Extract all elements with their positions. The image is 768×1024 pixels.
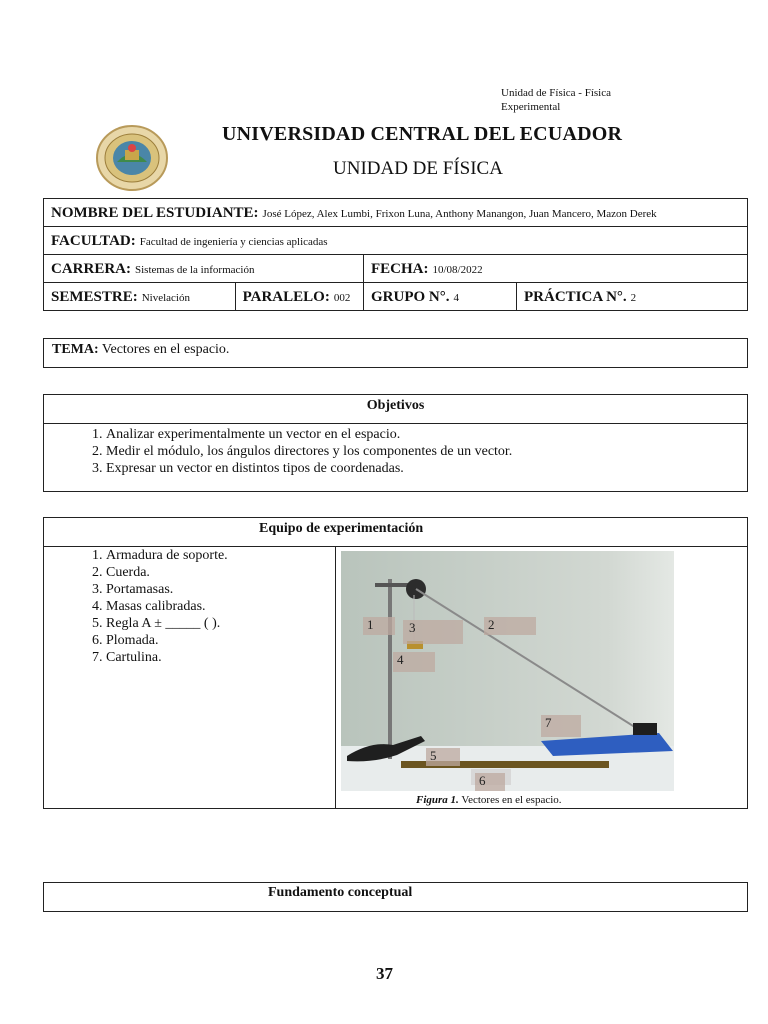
list-item: 3. Portamasas. xyxy=(106,581,335,598)
list-item: 4. Masas calibradas. xyxy=(106,598,335,615)
student-label: NOMBRE DEL ESTUDIANTE xyxy=(51,204,254,221)
equipo-title: Equipo de experimentación xyxy=(259,521,424,536)
photo-label-5: 5 xyxy=(426,748,460,766)
fundamento-box xyxy=(43,882,748,912)
photo-label-6: 6 xyxy=(475,773,505,791)
list-item: 1. Armadura de soporte. xyxy=(106,547,335,564)
list-item: 7. Cartulina. xyxy=(106,649,335,666)
list-item: 5. Regla A ± _____ ( ). xyxy=(106,615,335,632)
parallel-value: 002 xyxy=(333,291,351,304)
photo-label-4: 4 xyxy=(393,652,435,672)
university-seal-logo xyxy=(95,124,169,192)
objetivos-box xyxy=(43,394,748,492)
tema-label: TEMA: xyxy=(52,342,99,357)
semester-cell: SEMESTRE: Nivelación xyxy=(44,283,236,311)
caption-label: Figura 1. xyxy=(416,794,459,806)
caption-text: Vectores en el espacio. xyxy=(461,794,562,806)
practice-value: 2 xyxy=(630,291,637,304)
figure-caption xyxy=(416,794,562,806)
date-label: FECHA xyxy=(371,260,424,277)
photo-label-7: 7 xyxy=(541,715,581,737)
group-value: 4 xyxy=(453,291,459,304)
parallel-cell: PARALELO: 002 xyxy=(235,283,363,311)
list-item: 2. Medir el módulo, los ángulos directores y los componentes de un vector. xyxy=(106,443,747,460)
list-item: 6. Plomada. xyxy=(106,632,335,649)
objetivos-list xyxy=(106,426,747,477)
university-title: UNIVERSIDAD CENTRAL DEL ECUADOR xyxy=(222,123,623,145)
group-label: GRUPO N°. xyxy=(371,288,450,305)
career-label: CARRERA xyxy=(51,260,126,277)
list-item: 2. Cuerda. xyxy=(106,564,335,581)
photo-label-1: 1 xyxy=(363,617,395,635)
tema-value: Vectores en el espacio. xyxy=(101,342,230,357)
parallel-label: PARALELO xyxy=(242,288,325,305)
header-unit-note: Unidad de Física - Física Experimental xyxy=(501,87,611,113)
list-item: 1. Analizar experimentalmente un vector en el espacio. xyxy=(106,426,747,443)
group-cell xyxy=(364,283,517,311)
equipo-header xyxy=(44,518,747,547)
photo-label-3: 3 xyxy=(403,620,463,644)
page-number: 37 xyxy=(376,964,393,983)
student-value: José López, Alex Lumbi, Frixon Luna, Anthony Manangon, Juan Mancero, Mazon Derek xyxy=(262,207,657,220)
equipo-box xyxy=(43,517,748,809)
student-info-table xyxy=(43,198,748,311)
unit-title: UNIDAD DE FÍSICA xyxy=(333,158,503,179)
career-value: Sistemas de la información xyxy=(135,263,255,276)
objetivos-title: Objetivos xyxy=(44,395,747,424)
photo-label-2: 2 xyxy=(484,617,536,635)
date-value: 10/08/2022 xyxy=(432,263,483,276)
student-row: NOMBRE DEL ESTUDIANTE: José López, Alex Lumbi, Frixon Luna, Anthony Manangon, Juan Mancero, Mazon Derek xyxy=(44,199,748,227)
tema-box xyxy=(43,338,748,368)
faculty-row: FACULTAD: Facultad de ingeniería y ciencias aplicadas xyxy=(44,227,748,255)
equipo-list-cell xyxy=(44,547,336,808)
faculty-label: FACULTAD xyxy=(51,232,131,249)
equipo-list xyxy=(106,547,335,666)
career-cell: CARRERA: Sistemas de la información xyxy=(44,255,364,283)
date-cell: FECHA: 10/08/2022 xyxy=(364,255,748,283)
semester-label: SEMESTRE xyxy=(51,288,133,305)
fundamento-title: Fundamento conceptual xyxy=(268,885,413,900)
practice-cell xyxy=(517,283,748,311)
list-item: 3. Expresar un vector en distintos tipos de coordenadas. xyxy=(106,460,747,477)
practice-label: PRÁCTICA N°. xyxy=(524,288,627,305)
semester-value: Nivelación xyxy=(141,291,190,304)
faculty-value: Facultad de ingeniería y ciencias aplicadas xyxy=(139,235,328,248)
experiment-photo xyxy=(341,551,674,791)
